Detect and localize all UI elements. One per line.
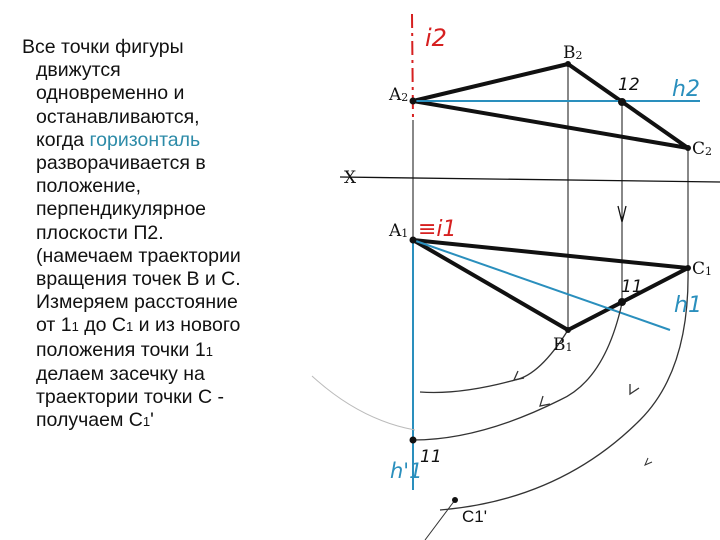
text-part: и из нового <box>133 314 241 337</box>
text-part: от 1 <box>36 314 72 337</box>
point-11 <box>618 298 626 306</box>
label-C1: C1 <box>692 259 713 279</box>
text-part: положение, <box>36 175 142 198</box>
point-B1 <box>565 327 571 333</box>
text-part: ' <box>150 409 154 432</box>
label-h1prime: h'1 <box>390 459 423 483</box>
text-line <box>22 106 322 129</box>
label-i1: ≡i1 <box>418 217 457 242</box>
text-part: положения точки 1 <box>36 338 206 361</box>
label-B2: B2 <box>563 43 583 63</box>
text-line <box>22 36 322 59</box>
point-12 <box>618 98 626 106</box>
rotation-diagram <box>300 0 720 540</box>
text-part: получаем С <box>36 409 143 432</box>
text-line <box>22 59 322 82</box>
text-part: делаем засечку на <box>36 362 205 385</box>
text-part: вращения точек В и С. <box>36 268 241 291</box>
arrow-one <box>540 396 550 406</box>
text-part: Измеряем расстояние <box>36 291 238 314</box>
text-line <box>22 222 322 245</box>
point-A1 <box>410 237 417 244</box>
point-A2 <box>410 98 417 105</box>
label-12: 12 <box>618 75 640 95</box>
label-h1: h1 <box>674 293 702 318</box>
label-h2: h2 <box>672 77 700 102</box>
text-line <box>22 291 322 314</box>
text-line <box>22 314 322 338</box>
text-line <box>22 175 322 198</box>
arrow-b <box>514 371 524 380</box>
text-line <box>22 339 322 363</box>
text-part: 1 <box>71 319 79 335</box>
arc-c-prime <box>425 500 455 540</box>
explanation-text <box>22 36 322 433</box>
text-part: 1 <box>205 343 213 359</box>
text-part: перпендикулярное <box>36 198 207 221</box>
label-C2: C2 <box>692 139 713 159</box>
arc-b <box>420 330 568 393</box>
text-part: когда <box>36 128 90 151</box>
text-part: траектории точки С - <box>36 386 224 409</box>
text-line <box>22 245 322 268</box>
text-part: (намечаем траектории <box>36 244 241 267</box>
arrow-c <box>630 384 639 394</box>
x-axis-line <box>340 177 720 182</box>
label-i2: i2 <box>425 24 447 52</box>
point-C2 <box>685 145 691 151</box>
text-part: 1 <box>142 414 151 430</box>
text-line <box>22 409 322 433</box>
text-part: одновременно и <box>36 82 185 105</box>
point-11-prime <box>410 437 417 444</box>
text-part: движутся <box>36 59 121 82</box>
text-line <box>22 129 322 152</box>
text-part: горизонталь <box>89 128 201 151</box>
text-line <box>22 152 322 175</box>
text-line <box>22 363 322 386</box>
text-part: до С <box>78 314 127 337</box>
label-B1: B1 <box>553 335 573 355</box>
label-A1: A1 <box>389 221 409 241</box>
text-part: останавливаются, <box>36 105 200 128</box>
text-line <box>22 198 322 221</box>
text-line <box>22 386 322 409</box>
text-line <box>22 82 322 105</box>
text-part: Все точки фигуры <box>22 36 184 58</box>
point-C1 <box>685 265 691 271</box>
label-11-prime: 11 <box>420 447 442 467</box>
arrow-c2 <box>645 458 652 465</box>
point-C1-prime <box>452 497 458 503</box>
text-line <box>22 268 322 291</box>
label-C1-prime: C1' <box>462 507 487 526</box>
text-part: 1 <box>126 319 134 335</box>
label-11: 11 <box>621 277 643 297</box>
label-A2: A2 <box>389 85 409 105</box>
label-X: X <box>344 168 357 188</box>
text-part: разворачивается в <box>36 152 206 175</box>
arc-a <box>312 376 415 430</box>
text-part: плоскости П2. <box>36 221 164 244</box>
frontal-triangle <box>413 64 688 148</box>
